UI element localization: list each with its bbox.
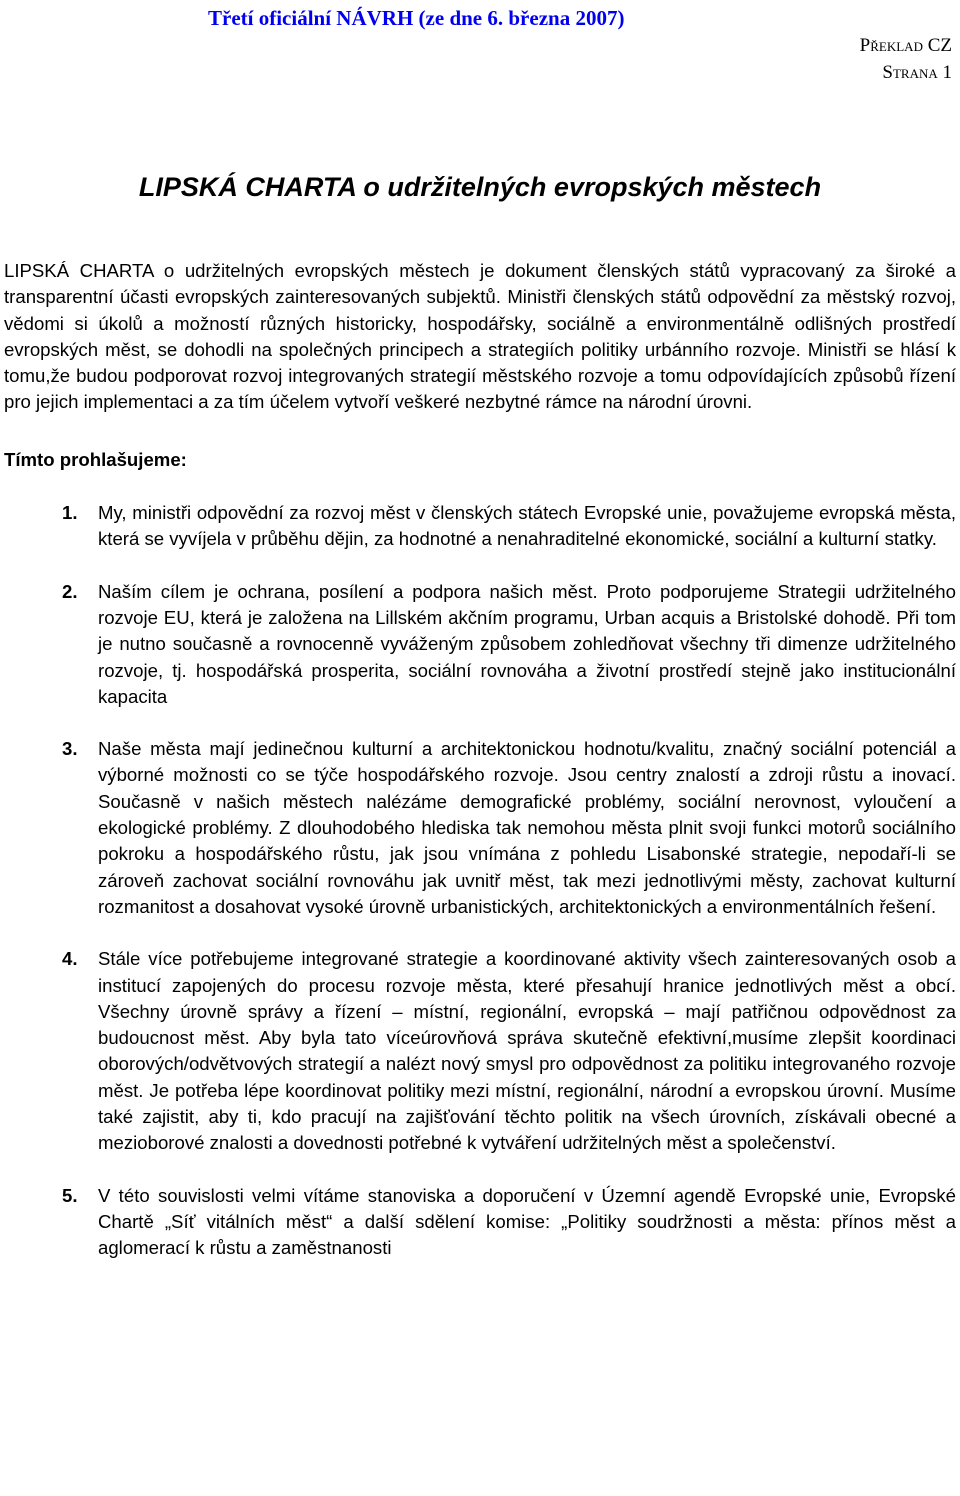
item-text: Naším cílem je ochrana, posílení a podpora našich měst. Proto podporujeme Strategii udržitelného rozvoje EU, která je založena na Lillském akčním programu, Urban acquis a Bristolské dohodě. Při tom je nutno současně a rovnocenně vyváženým způsobem zohledňovat všechny tři dimenze udržitelného rozvoje, tj. hospodářská prosperita, sociální rovnováha a životní prostředí stejně jako institucionální kapacita: [98, 580, 956, 707]
intro-paragraph: LIPSKÁ CHARTA o udržitelných evropských městech je dokument členských států vypracovaný za široké a transparentní účasti evropských zainteresovaných subjektů. Ministři členských států odpovědní za městský rozvoj, vědomi si úkolů a možností různých historicky, hospodářsky, sociálně a environmentálně odlišných prostředí evropských měst, se dohodli na společných principech a strategiích politiky urbánního rozvoje. Ministři se hlásí k tomu,že budou podporovat rozvoj integrovaných strategií městského rozvoje a tomu odpovídajících způsobů řízení pro jejich implementaci a za tím účelem vytvoří veškeré nezbytné rámce na národní úrovni.: [4, 260, 956, 413]
item-text: V této souvislosti velmi vítáme stanoviska a doporučení v Územní agendě Evropské unie, Evropské Chartě „Síť vitálních měst“ a další sdělení komise: „Politiky soudržnosti a města: přínos měst a aglomerací k růstu a zaměstnanosti: [98, 1184, 956, 1259]
item-number: 1.: [62, 502, 78, 524]
item-number: 4.: [62, 948, 78, 970]
declaration-heading: Tímto prohlašujeme:: [4, 448, 187, 470]
list-item: [4, 500, 956, 553]
document-title: LIPSKÁ CHARTA o udržitelných evropských městech: [138, 172, 822, 202]
draft-status-line: Třetí oficiální NÁVRH (ze dne 6. března 2007): [208, 6, 625, 30]
item-text: My, ministři odpovědní za rozvoj měst v členských státech Evropské unie, považujeme evropská města, která se vyvíjela v průběhu dějin, za hodnotné a nenahraditelné ekonomické, sociální a kulturní statky.: [98, 502, 956, 550]
list-item: [4, 579, 956, 710]
item-text: Stále více potřebujeme integrované strategie a koordinované aktivity všech zainteresovaných osob a institucí zapojených do procesu rozvoje města, které přesahují hranice jednotlivých měst a obcí. Všechny úrovně správy a řízení – místní, regionální, evropská – mají patřičnou odpovědnost za budoucnost měst. Aby byla tato víceúrovňová správa skutečně efektivní,musíme zlepšit koordinaci oborových/odvětvových strategií a nalézt nový smysl pro odpovědnost za politiku integrovaného rozvoje měst. Je potřeba lépe koordinovat politiky mezi místní, regionální, národní a evropskou úrovní. Musíme také zajistit, aby ti, kdo pracují na zajišťování těchto politik na všech úrovních, získávali obecné a mezioborové znalosti a dovednosti potřebné k vytváření udržitelných měst a společenství.: [98, 948, 956, 1154]
item-number: 2.: [62, 580, 78, 602]
page-number: Strana 1: [882, 62, 952, 83]
list-item: [4, 736, 956, 920]
item-number: 3.: [62, 738, 78, 760]
item-text: Naše města mají jedinečnou kulturní a architektonickou hodnotu/kvalitu, značný sociální potenciál a výborné možnosti co se týče hospodářského rozvoje. Jsou centry znalostí a zdroji růstu a inovací. Současně v našich městech nalézáme demografické problémy, sociální nerovnost, vyloučení a ekologické problémy. Z dlouhodobého hlediska tak nemohou města plnit svoji funkci motorů sociálního pokroku a hospodářského růstu, jak jsou vnímána z pohledu Lisabonské strategie, nepodaří-li se zároveň zachovat sociální rovnováhu jak uvnitř měst, tak mezi jednotlivými městy, zachovat kulturní rozmanitost a dosahovat vysoké úrovně urbanistických, architektonických a environmentálních řešení.: [98, 738, 956, 917]
list-item: [4, 946, 956, 1156]
document-body: [4, 258, 956, 1288]
list-item: [4, 1183, 956, 1262]
item-number: 5.: [62, 1184, 78, 1206]
numbered-list: [4, 500, 956, 1261]
translation-label: Překlad CZ: [859, 35, 952, 56]
